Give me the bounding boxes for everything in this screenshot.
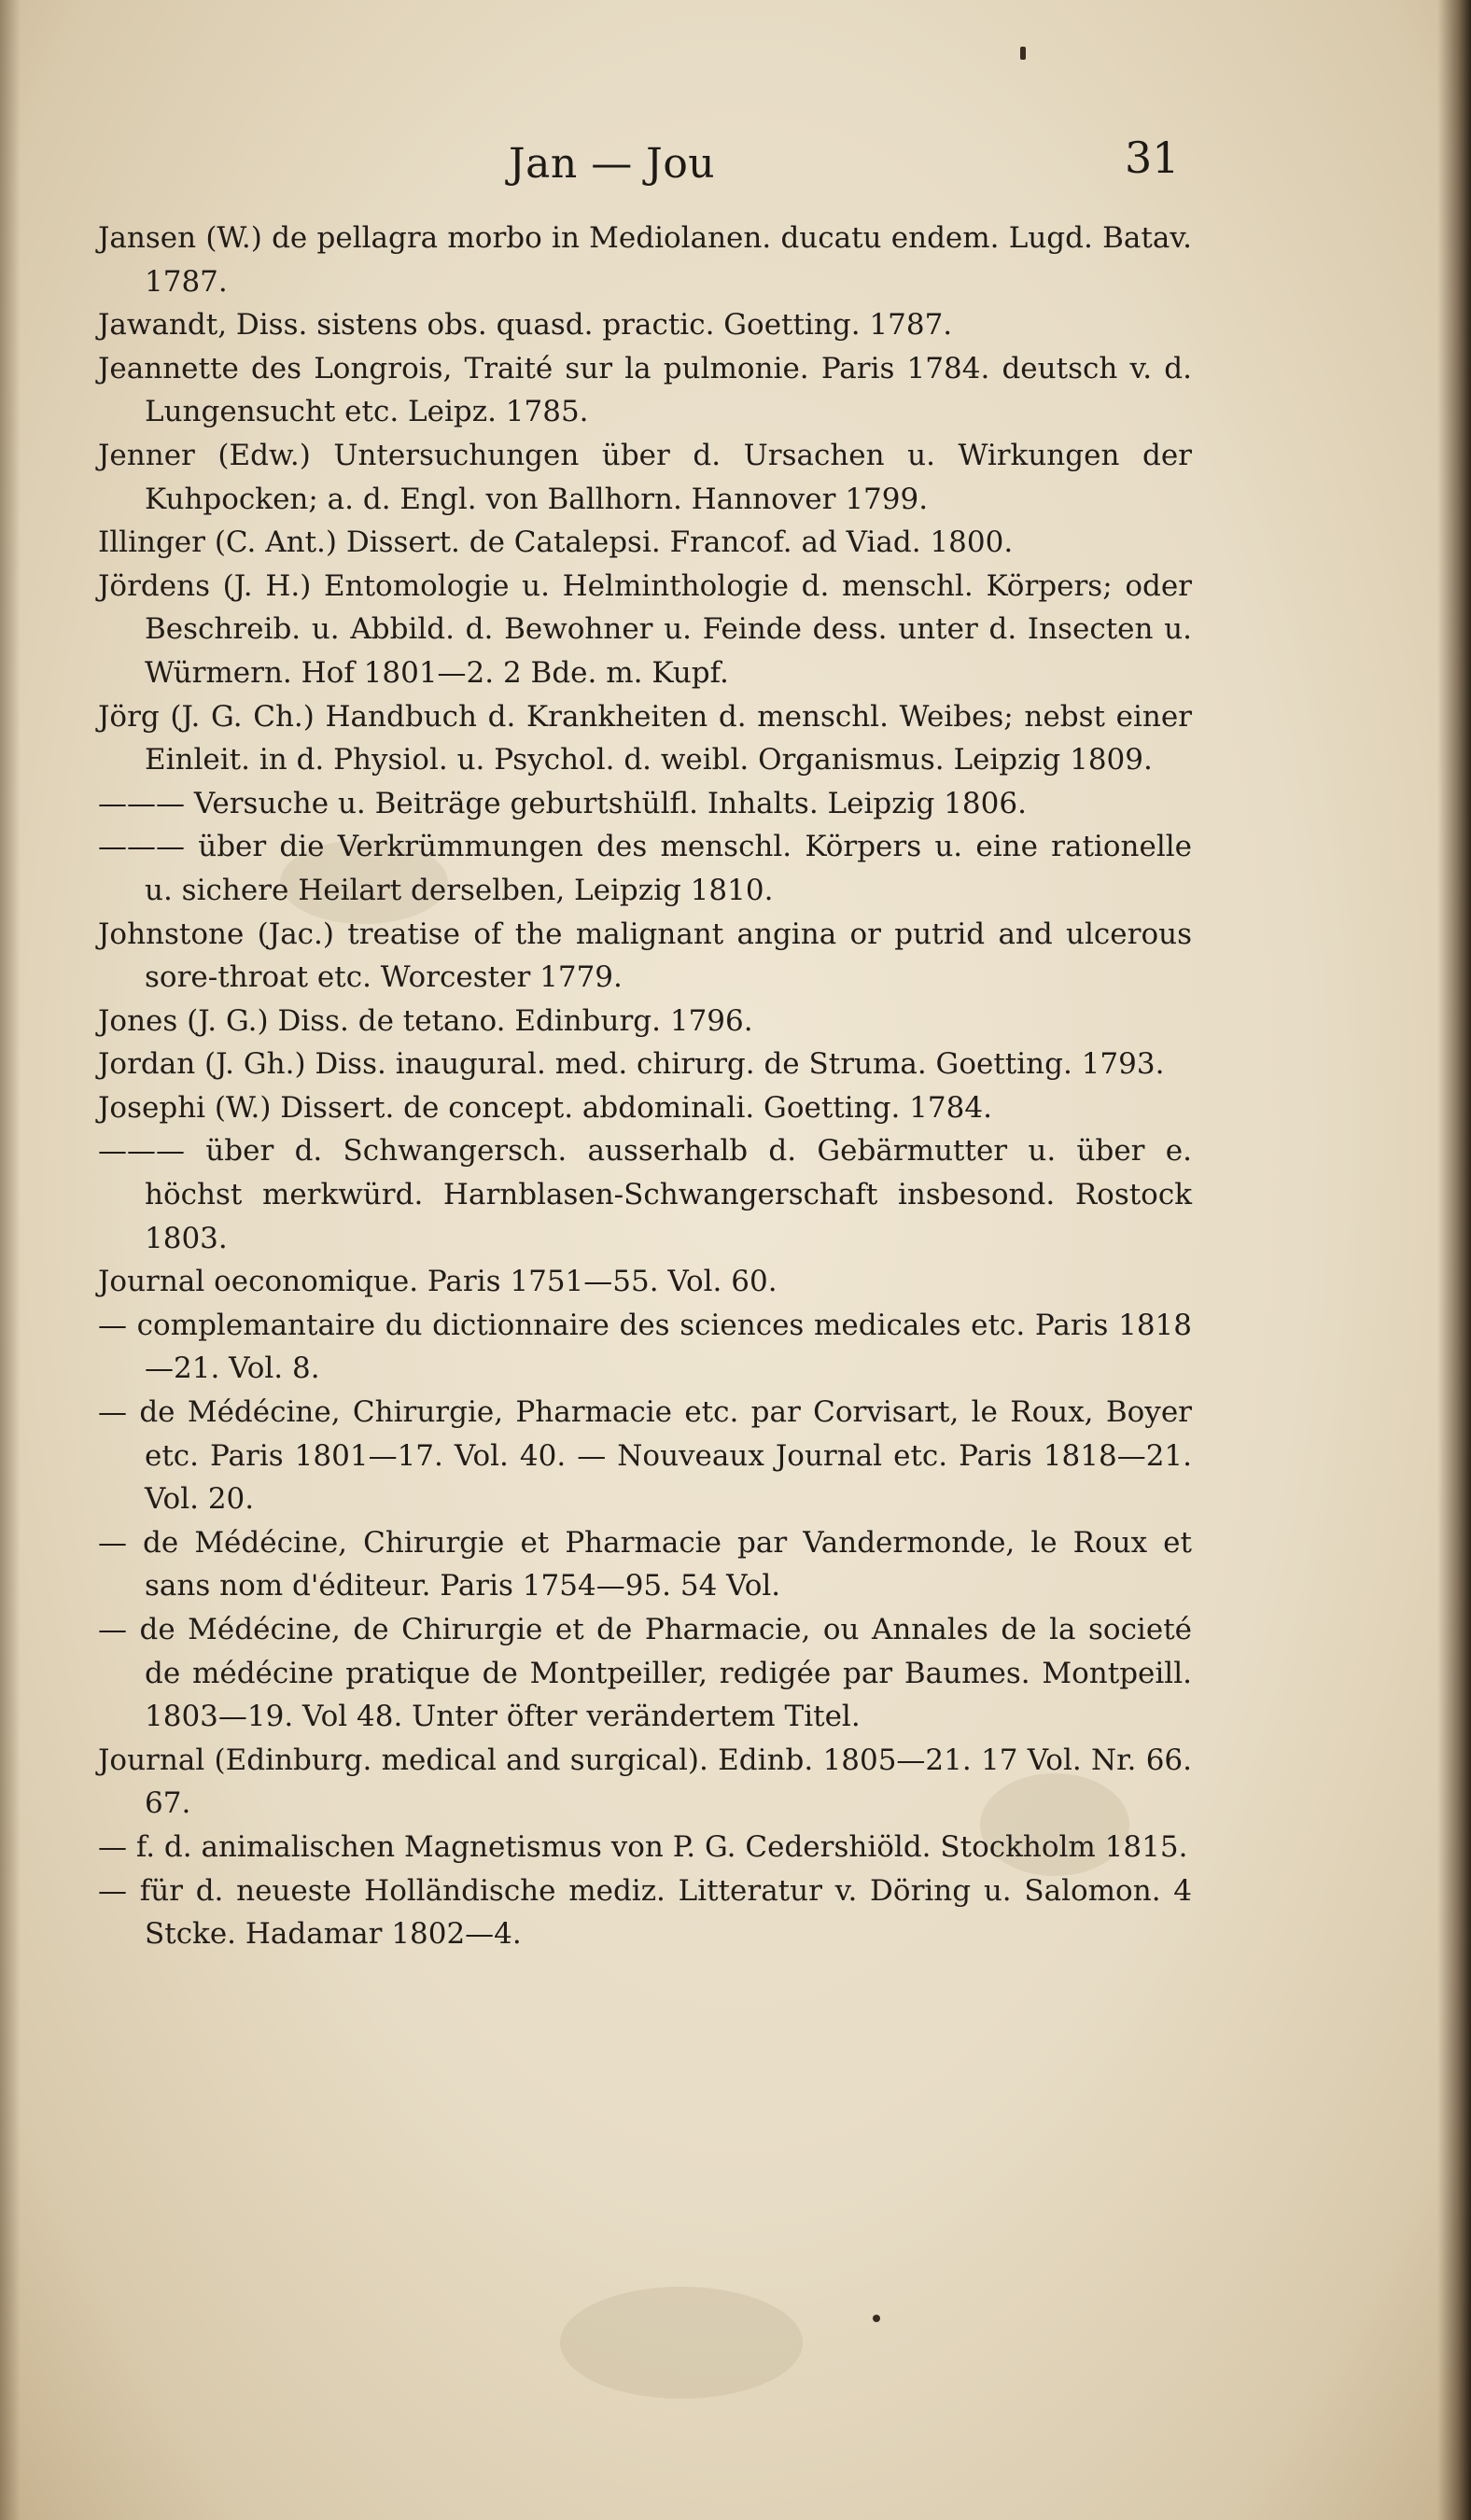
bibliography-entry: — für d. neueste Holländische mediz. Litteratur v. Döring u. Salomon. 4 Stcke. Hadamar 1802—4. (98, 1873, 1192, 1952)
bibliography-entry: — de Médécine, Chirurgie, Pharmacie etc. par Corvisart, le Roux, Boyer etc. Paris 1801—17. Vol. 40. — Nouveaux Journal etc. Paris 1818—21. Vol. 20. (98, 1395, 1192, 1517)
running-head: Jan — Jou (509, 140, 716, 188)
page-edge-shading (0, 0, 21, 2520)
ink-speck (873, 2315, 880, 2322)
bibliography-entry: Jawandt, Diss. sistens obs. quasd. practic. Goetting. 1787. (98, 308, 953, 343)
bibliography-entry: Jones (J. G.) Diss. de tetano. Edinburg. 1796. (98, 1003, 753, 1038)
bibliography-entry: — de Médécine, de Chirurgie et de Pharmacie, ou Annales de la societé de médécine pratique de Montpeiller, redigée par Baumes. Montpeill. 1803—19. Vol 48. Unter öfter verändertem Titel. (98, 1613, 1192, 1734)
bibliography-entry: — complemantaire du dictionnaire des sciences medicales etc. Paris 1818—21. Vol. 8. (98, 1308, 1192, 1386)
bibliography-entry: Jörg (J. G. Ch.) Handbuch d. Krankheiten d. menschl. Weibes; nebst einer Einleit. in d. Physiol. u. Psychol. d. weibl. Organismus. Leipzig 1809. (98, 699, 1192, 777)
bibliography-entry: Journal (Edinburg. medical and surgical). Edinb. 1805—21. 17 Vol. Nr. 66. 67. (98, 1743, 1192, 1821)
bibliography-entry: Journal oeconomique. Paris 1751—55. Vol. 60. (98, 1265, 778, 1299)
bibliography-entry: Jeannette des Longrois, Traité sur la pulmonie. Paris 1784. deutsch v. d. Lungensucht etc. Leipz. 1785. (98, 351, 1192, 429)
ink-speck (1020, 47, 1026, 60)
bibliography-entry: Jenner (Edw.) Untersuchungen über d. Ursachen u. Wirkungen der Kuhpocken; a. d. Engl. von Ballhorn. Hannover 1799. (98, 438, 1192, 516)
page-header (0, 133, 1471, 205)
bibliography-entry: — f. d. animalischen Magnetismus von P. G. Cedershiöld. Stockholm 1815. (98, 1829, 1188, 1864)
paper-stain (560, 2287, 803, 2399)
page-number: 31 (1125, 133, 1180, 183)
bibliography-entry: Jördens (J. H.) Entomologie u. Helminthologie d. menschl. Körpers; oder Beschreib. u. Abbild. d. Bewohner u. Feinde dess. unter d. Insecten u. Würmern. Hof 1801—2. 2 Bde. m. Kupf. (98, 568, 1192, 690)
bibliography-entry: Jansen (W.) de pellagra morbo in Mediolanen. ducatu endem. Lugd. Batav. 1787. (98, 221, 1192, 299)
bibliography-entry: ——— über die Verkrümmungen des menschl. Körpers u. eine rationelle u. sichere Heilart derselben, Leipzig 1810. (98, 830, 1192, 907)
bibliography-entry: ——— Versuche u. Beiträge geburtshülfl. Inhalts. Leipzig 1806. (98, 786, 1027, 820)
bibliography-entry: Josephi (W.) Dissert. de concept. abdominali. Goetting. 1784. (98, 1090, 992, 1125)
bibliography-entry: Johnstone (Jac.) treatise of the malignant angina or putrid and ulcerous sore-throat etc. Worcester 1779. (98, 917, 1192, 995)
bibliography-entry: — de Médécine, Chirurgie et Pharmacie par Vandermonde, le Roux et sans nom d'éditeur. Paris 1754—95. 54 Vol. (98, 1525, 1192, 1603)
bibliography-entry: Jordan (J. Gh.) Diss. inaugural. med. chirurg. de Struma. Goetting. 1793. (98, 1047, 1165, 1082)
bibliography-entry: Illinger (C. Ant.) Dissert. de Catalepsi. Francof. ad Viad. 1800. (98, 525, 1014, 560)
binding-shadow (1437, 0, 1471, 2520)
bibliography-entry: ——— über d. Schwangersch. ausserhalb d. Gebärmutter u. über e. höchst merkwürd. Harnblasen-Schwangerschaft insbesond. Rostock 1803. (98, 1134, 1192, 1255)
bibliography-entries (98, 217, 1192, 1956)
